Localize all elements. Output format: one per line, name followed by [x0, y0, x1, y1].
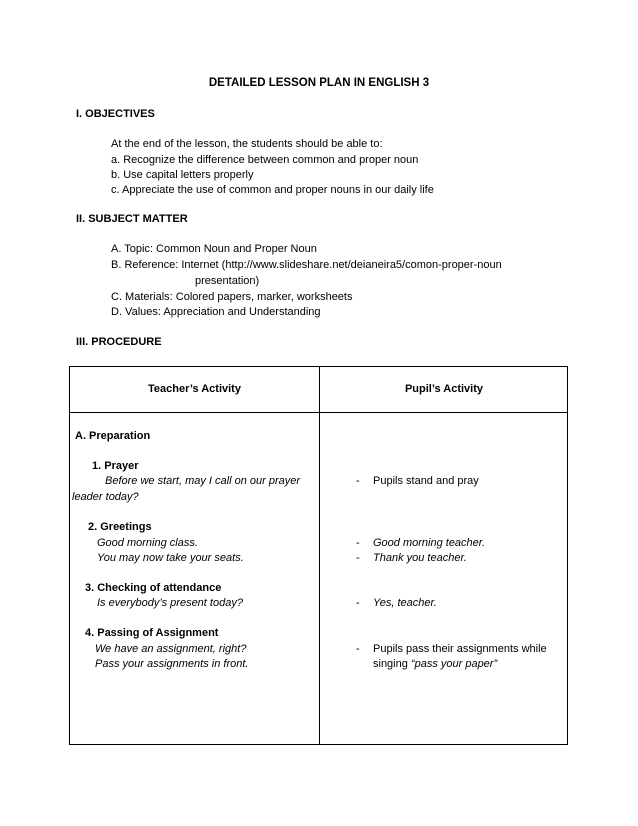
procedure-table — [69, 366, 568, 745]
assignment-pupil-line1: Pupils pass their assignments while — [373, 643, 547, 655]
procedure-heading: III. PROCEDURE — [76, 336, 162, 348]
subject-topic: A. Topic: Common Noun and Proper Noun — [111, 243, 317, 255]
pupil-activity-header: Pupil’s Activity — [404, 383, 484, 395]
objectives-intro: At the end of the lesson, the students should be able to: — [111, 138, 383, 150]
objective-item-a: a. Recognize the difference between common and proper noun — [111, 154, 419, 166]
attendance-pupil: Yes, teacher. — [373, 597, 437, 609]
bullet-dash: - — [356, 537, 360, 549]
greetings-teacher-line2: You may now take your seats. — [97, 552, 244, 564]
assignment-label: 4. Passing of Assignment — [85, 627, 219, 639]
prayer-teacher-line2: leader today? — [72, 491, 139, 503]
assignment-teacher-line1: We have an assignment, right? — [95, 643, 247, 655]
subject-matter-heading: II. SUBJECT MATTER — [76, 213, 188, 225]
table-column-divider — [319, 367, 320, 744]
bullet-dash: - — [356, 597, 360, 609]
assignment-teacher-line2: Pass your assignments in front. — [95, 658, 249, 670]
bullet-dash: - — [356, 552, 360, 564]
greetings-teacher-line1: Good morning class. — [97, 537, 198, 549]
subject-materials: C. Materials: Colored papers, marker, worksheets — [111, 291, 353, 303]
attendance-label: 3. Checking of attendance — [85, 582, 222, 594]
assignment-pupil-line2-b: “pass your paper” — [410, 658, 498, 670]
bullet-dash: - — [356, 643, 360, 655]
objectives-heading: I. OBJECTIVES — [76, 108, 155, 120]
assignment-pupil-line2-a: singing — [373, 658, 411, 670]
prayer-label: 1. Prayer — [92, 460, 139, 472]
prayer-pupil: Pupils stand and pray — [373, 475, 479, 487]
greetings-label: 2. Greetings — [88, 521, 152, 533]
greetings-pupil-line1: Good morning teacher. — [373, 537, 486, 549]
subject-reference: B. Reference: Internet (http://www.slideshare.net/deianeira5/comon-proper-noun — [111, 259, 502, 271]
teacher-activity-header: Teacher’s Activity — [148, 383, 241, 395]
attendance-teacher-line1: Is everybody’s present today? — [97, 597, 243, 609]
objective-item-c: c. Appreciate the use of common and proper nouns in our daily life — [111, 184, 434, 196]
greetings-pupil-line2: Thank you teacher. — [373, 552, 467, 564]
prayer-teacher-line1: Before we start, may I call on our prayer — [105, 475, 301, 487]
document-title: DETAILED LESSON PLAN IN ENGLISH 3 — [208, 77, 430, 89]
bullet-dash: - — [356, 475, 360, 487]
subject-reference-cont: presentation) — [195, 275, 260, 287]
section-preparation: A. Preparation — [75, 430, 151, 442]
subject-values: D. Values: Appreciation and Understanding — [111, 306, 321, 318]
table-header-divider — [70, 412, 567, 413]
assignment-pupil-line2 — [373, 658, 497, 670]
objective-item-b: b. Use capital letters properly — [111, 169, 254, 181]
